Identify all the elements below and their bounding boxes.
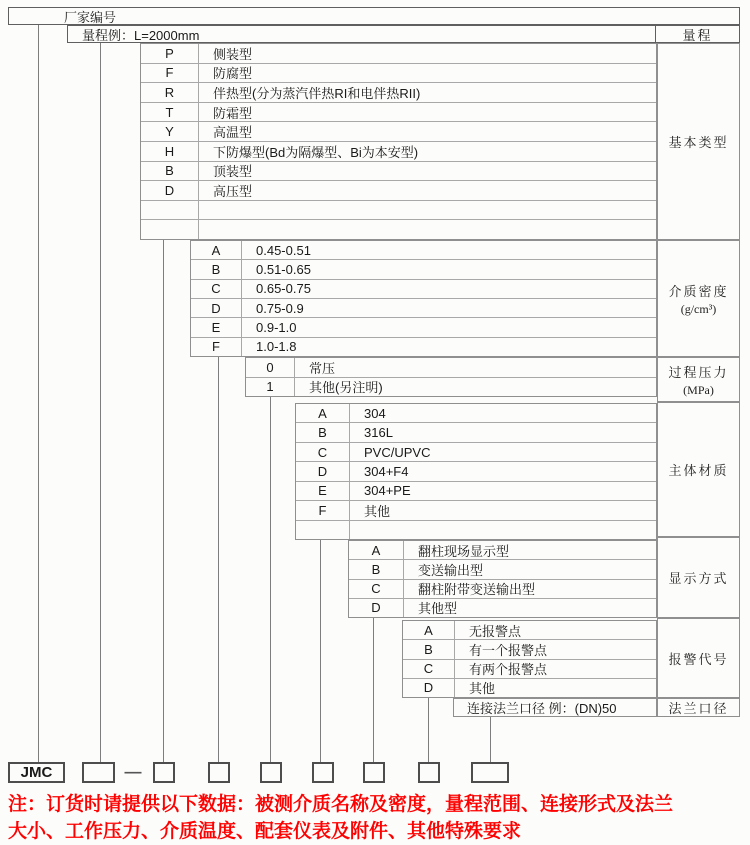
- category-body-material: [657, 402, 740, 537]
- process-pressure-block: [245, 357, 657, 397]
- connector-line: [490, 717, 491, 762]
- desc-cell: 高温型: [213, 125, 253, 141]
- desc-cell: [199, 220, 656, 239]
- connector-line: [163, 240, 164, 762]
- desc-cell: 有一个报警点: [469, 642, 548, 658]
- basic-type-block: [140, 43, 657, 240]
- category-process-pressure: [657, 357, 740, 402]
- code-cell: [141, 220, 199, 239]
- category-display-mode: [657, 537, 740, 618]
- code-cell: C: [403, 660, 455, 678]
- category-label: 基本类型: [668, 135, 729, 150]
- table-row: [141, 162, 656, 182]
- desc-cell: 1.0-1.8: [256, 339, 297, 355]
- desc-cell: 翻柱现场显示型: [418, 543, 510, 559]
- code-cell: E: [296, 482, 350, 500]
- order-note-line2: 大小、工作压力、介质温度、配套仪表及附件、其他特殊要求: [8, 821, 522, 842]
- table-row: [141, 103, 656, 123]
- order-note-line1: 注：订货时请提供以下数据：被测介质名称及密度，量程范围、连接形式及法兰: [8, 794, 674, 815]
- alarm-code-box: [418, 762, 440, 783]
- category-label: 法兰口径: [668, 701, 729, 716]
- connector-line: [100, 43, 101, 762]
- table-row: [403, 621, 656, 640]
- desc-cell: 防霜型: [213, 105, 253, 121]
- category-basic-type: [657, 43, 740, 240]
- table-row: [141, 83, 656, 103]
- desc-cell: 316L: [364, 425, 393, 441]
- table-row: [296, 423, 656, 442]
- table-row: [403, 679, 656, 697]
- code-cell: 0: [246, 358, 295, 377]
- connector-line: [428, 698, 429, 762]
- desc-cell: 顶装型: [213, 164, 253, 180]
- basic-type-code-box: [153, 762, 175, 783]
- table-row: [296, 462, 656, 481]
- code-cell: E: [191, 318, 242, 336]
- table-row: [246, 378, 656, 397]
- factory-number-row: [8, 7, 740, 25]
- table-row: [141, 142, 656, 162]
- connector-line: [270, 397, 271, 762]
- body-material-block: [295, 403, 657, 540]
- desc-cell: [350, 521, 656, 539]
- category-range: 量程: [655, 26, 739, 42]
- table-row: [403, 660, 656, 679]
- desc-cell: 下防爆型(Bd为隔爆型、Bi为本安型): [213, 144, 419, 160]
- code-cell: D: [403, 679, 455, 697]
- code-cell: H: [141, 142, 199, 161]
- category-unit: (g/cm³): [680, 301, 717, 316]
- category-flange-size: [657, 698, 740, 717]
- desc-cell: 0.9-1.0: [256, 319, 297, 335]
- material-code-box: [312, 762, 334, 783]
- code-cell: A: [296, 404, 350, 422]
- range-code-box: [82, 762, 115, 783]
- table-row: [349, 599, 656, 617]
- category-label: 主体材质: [668, 463, 729, 478]
- code-cell: [141, 201, 199, 220]
- flange-size-row: 连接法兰口径 例：(DN)50: [453, 698, 657, 717]
- table-row: [191, 280, 656, 299]
- code-cell: D: [141, 181, 199, 200]
- category-label: 介质密度: [668, 283, 729, 299]
- connector-line: [38, 25, 39, 762]
- code-cell: F: [191, 338, 242, 356]
- code-cell: B: [141, 162, 199, 181]
- table-row: [191, 260, 656, 279]
- model-code-dash: —: [124, 761, 142, 781]
- code-cell: A: [191, 241, 242, 259]
- desc-cell: 防腐型: [213, 66, 253, 82]
- code-cell: R: [141, 83, 199, 102]
- table-row: [191, 318, 656, 337]
- code-cell: B: [349, 560, 404, 578]
- category-label: 过程压力: [668, 364, 729, 380]
- desc-cell: 侧装型: [213, 46, 253, 62]
- code-cell: P: [141, 44, 199, 63]
- table-row: [246, 358, 656, 378]
- connector-line: [218, 357, 219, 762]
- category-label: 报警代号: [668, 651, 729, 667]
- code-cell: T: [141, 103, 199, 122]
- category-unit: (MPa): [683, 382, 714, 397]
- table-row: [141, 64, 656, 84]
- desc-cell: 常压: [309, 360, 336, 376]
- medium-density-block: [190, 240, 657, 357]
- density-code-box: [208, 762, 230, 783]
- desc-cell: 翻柱附带变送输出型: [418, 582, 536, 598]
- category-label: 显示方式: [668, 571, 729, 586]
- table-row: [141, 44, 656, 64]
- desc-cell: 有两个报警点: [469, 662, 548, 678]
- code-cell: [296, 521, 350, 539]
- desc-cell: 0.65-0.75: [256, 281, 311, 297]
- desc-cell: 其他(另注明): [309, 380, 383, 396]
- code-cell: F: [141, 64, 199, 83]
- category-alarm-code: [657, 618, 740, 698]
- table-row: [191, 338, 656, 356]
- flange-code-box: [471, 762, 509, 783]
- code-cell: B: [191, 260, 242, 278]
- code-cell: Y: [141, 122, 199, 141]
- code-cell: F: [296, 501, 350, 519]
- desc-cell: 其他型: [418, 601, 458, 617]
- factory-number-label: 厂家编号: [64, 9, 117, 25]
- order-note: [8, 791, 744, 845]
- code-cell: D: [349, 599, 404, 617]
- table-row: [296, 443, 656, 462]
- table-row: [349, 541, 656, 560]
- desc-cell: 304+PE: [364, 483, 411, 499]
- code-cell: A: [349, 541, 404, 559]
- desc-cell: 304+F4: [364, 463, 409, 479]
- desc-cell: 0.51-0.65: [256, 261, 311, 277]
- table-row: [403, 640, 656, 659]
- code-cell: A: [403, 621, 455, 639]
- desc-cell: 高压型: [213, 183, 253, 199]
- code-cell: B: [403, 640, 455, 658]
- code-cell: B: [296, 423, 350, 441]
- desc-cell: 伴热型(分为蒸汽伴热RI和电伴热RII): [213, 85, 421, 101]
- range-row: [67, 25, 740, 43]
- table-row: [191, 241, 656, 260]
- table-row: [141, 201, 656, 221]
- table-row: [141, 220, 656, 239]
- table-row: [349, 580, 656, 599]
- category-medium-density: [657, 240, 740, 357]
- code-cell: D: [191, 299, 242, 317]
- table-row: [141, 181, 656, 201]
- table-row: [296, 501, 656, 520]
- code-cell: D: [296, 462, 350, 480]
- desc-cell: 304: [364, 405, 386, 421]
- table-row: [296, 521, 656, 539]
- code-cell: 1: [246, 378, 295, 397]
- desc-cell: 其他: [469, 681, 496, 697]
- model-prefix-box: JMC: [8, 762, 65, 783]
- connector-line: [373, 618, 374, 762]
- desc-cell: 0.45-0.51: [256, 242, 311, 258]
- connector-line: [320, 540, 321, 762]
- range-example-label: 量程例：L=2000mm: [82, 27, 200, 43]
- desc-cell: 0.75-0.9: [256, 300, 304, 316]
- code-cell: C: [349, 580, 404, 598]
- display-mode-block: [348, 540, 657, 618]
- table-row: [191, 299, 656, 318]
- code-cell: C: [296, 443, 350, 461]
- table-row: [349, 560, 656, 579]
- desc-cell: 变送输出型: [418, 562, 484, 578]
- table-row: [296, 482, 656, 501]
- code-cell: C: [191, 280, 242, 298]
- alarm-code-block: [402, 620, 657, 698]
- desc-cell: PVC/UPVC: [364, 444, 431, 460]
- display-code-box: [363, 762, 385, 783]
- pressure-code-box: [260, 762, 282, 783]
- table-row: [296, 404, 656, 423]
- table-row: [141, 122, 656, 142]
- desc-cell: 其他: [364, 503, 391, 519]
- desc-cell: 无报警点: [469, 623, 522, 639]
- desc-cell: [199, 201, 656, 220]
